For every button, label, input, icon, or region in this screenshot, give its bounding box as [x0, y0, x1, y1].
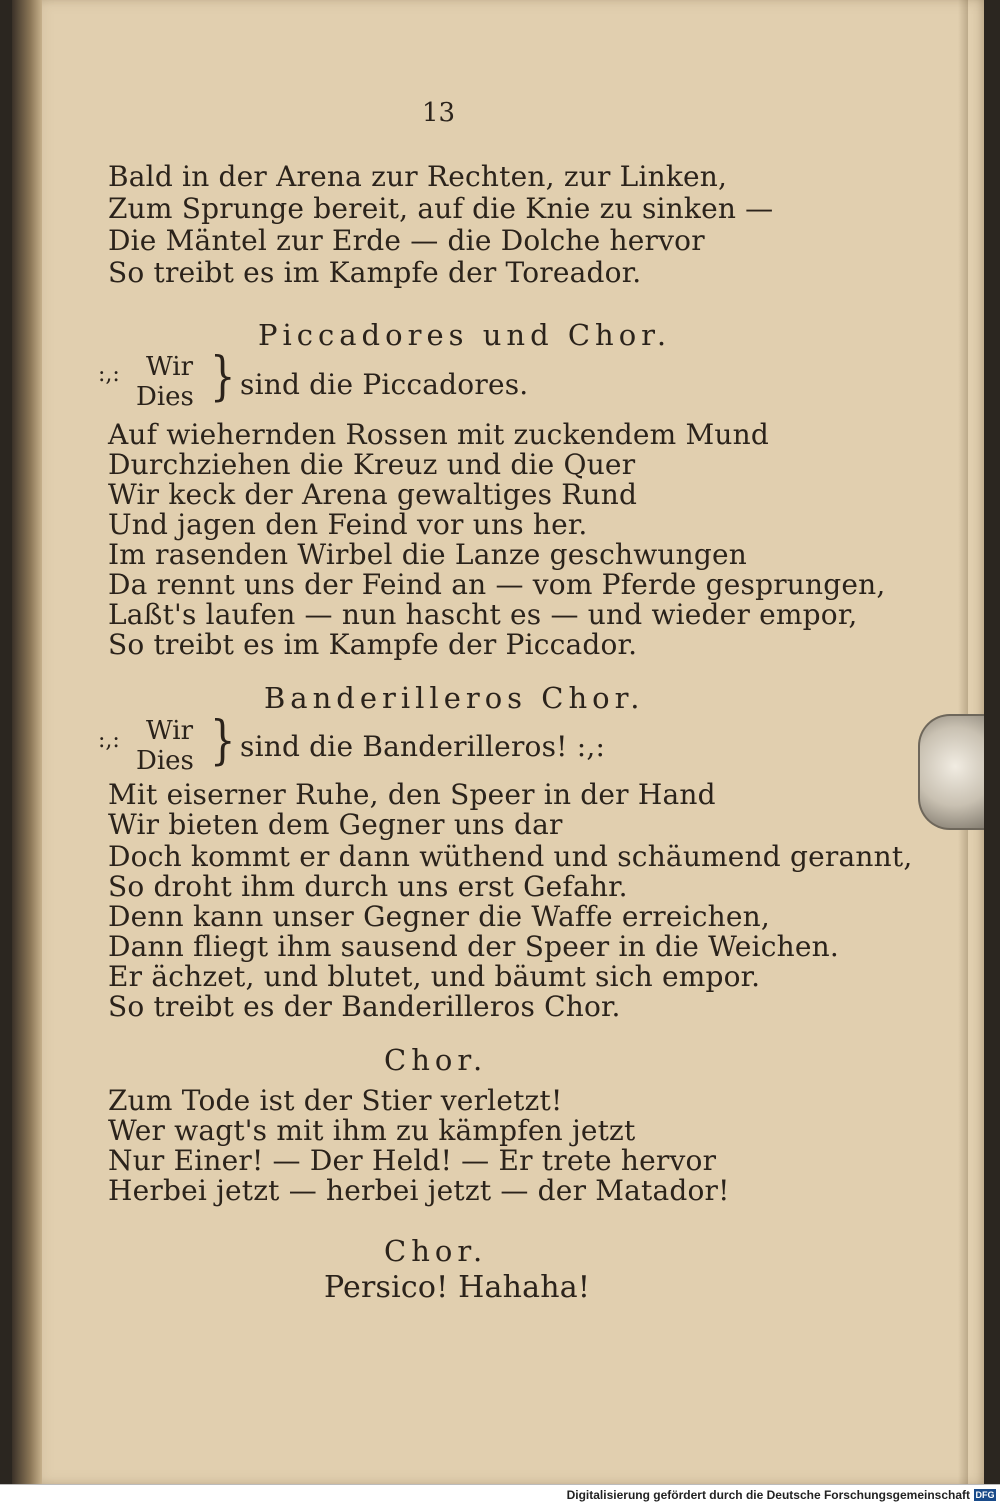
speaker-option-wir: Wir: [146, 716, 194, 746]
speaker-option-dies: Dies: [136, 746, 194, 776]
repeat-mark: :,:: [98, 362, 120, 387]
funding-credit: Digitalisierung gefördert durch die Deutsche Forschungsgemeinschaft: [566, 1488, 970, 1502]
section3-line-6: Dann fliegt ihm sausend der Speer in die Weichen.: [108, 930, 839, 963]
section3-line-7: Er ächzet, und blutet, und bäumt sich empor.: [108, 960, 761, 993]
section2-line-7: Laßt's laufen — nun hascht es — und wieder empor,: [108, 598, 858, 631]
stanza1-line-3: Die Mäntel zur Erde — die Dolche hervor: [108, 224, 705, 257]
footer-bar: [0, 1484, 1000, 1506]
section4-line-2: Wer wagt's mit ihm zu kämpfen jetzt: [108, 1114, 636, 1147]
section4-line-1: Zum Tode ist der Stier verletzt!: [108, 1084, 563, 1117]
book-spine: [12, 0, 42, 1484]
final-line: Persico! Hahaha!: [324, 1270, 591, 1305]
section2-line-5: Im rasenden Wirbel die Lanze geschwungen: [108, 538, 747, 571]
speaker-brace: }: [210, 347, 236, 407]
dfg-logo: DFG: [975, 1490, 995, 1500]
thumb-index-tab: [918, 714, 984, 830]
section4-line-4: Herbei jetzt — herbei jetzt — der Matador!: [108, 1174, 730, 1207]
repeat-mark: :,:: [98, 728, 120, 753]
section-heading-piccadores: Piccadores und Chor.: [258, 318, 672, 352]
section2-line-1: Auf wiehernden Rossen mit zuckendem Mund: [108, 418, 769, 451]
speaker-option-wir: Wir: [146, 352, 194, 382]
section3-line-2: Wir bieten dem Gegner uns dar: [108, 808, 563, 841]
section3-line-4: So droht ihm durch uns erst Gefahr.: [108, 870, 628, 903]
stanza1-line-2: Zum Sprunge bereit, auf die Knie zu sinken —: [108, 192, 774, 225]
speaker-option-dies: Dies: [136, 382, 194, 412]
section-heading-chor-final: Chor.: [384, 1234, 488, 1268]
section3-line-8: So treibt es der Banderilleros Chor.: [108, 990, 621, 1023]
section2-lead-line: sind die Piccadores.: [240, 368, 529, 401]
stanza1-line-1: Bald in der Arena zur Rechten, zur Linken,: [108, 160, 728, 193]
section2-line-8: So treibt es im Kampfe der Piccador.: [108, 628, 638, 661]
book-page: [12, 0, 984, 1484]
section3-line-1: Mit eiserner Ruhe, den Speer in der Hand: [108, 778, 716, 811]
section2-line-6: Da rennt uns der Feind an — vom Pferde gesprungen,: [108, 568, 886, 601]
section2-line-4: Und jagen den Feind vor uns her.: [108, 508, 588, 541]
stanza1-line-4: So treibt es im Kampfe der Toreador.: [108, 256, 642, 289]
section3-line-5: Denn kann unser Gegner die Waffe erreichen,: [108, 900, 770, 933]
section-heading-chor: Chor.: [384, 1043, 488, 1077]
section3-lead-line: sind die Banderilleros! :,:: [240, 730, 606, 763]
section4-line-3: Nur Einer! — Der Held! — Er trete hervor: [108, 1144, 717, 1177]
section3-line-3: Doch kommt er dann wüthend und schäumend gerannt,: [108, 840, 913, 873]
section2-line-2: Durchziehen die Kreuz und die Quer: [108, 448, 636, 481]
section2-line-3: Wir keck der Arena gewaltiges Rund: [108, 478, 638, 511]
speaker-brace: }: [210, 711, 236, 771]
page-number: 13: [422, 98, 456, 128]
section-heading-banderilleros: Banderilleros Chor.: [264, 681, 645, 715]
